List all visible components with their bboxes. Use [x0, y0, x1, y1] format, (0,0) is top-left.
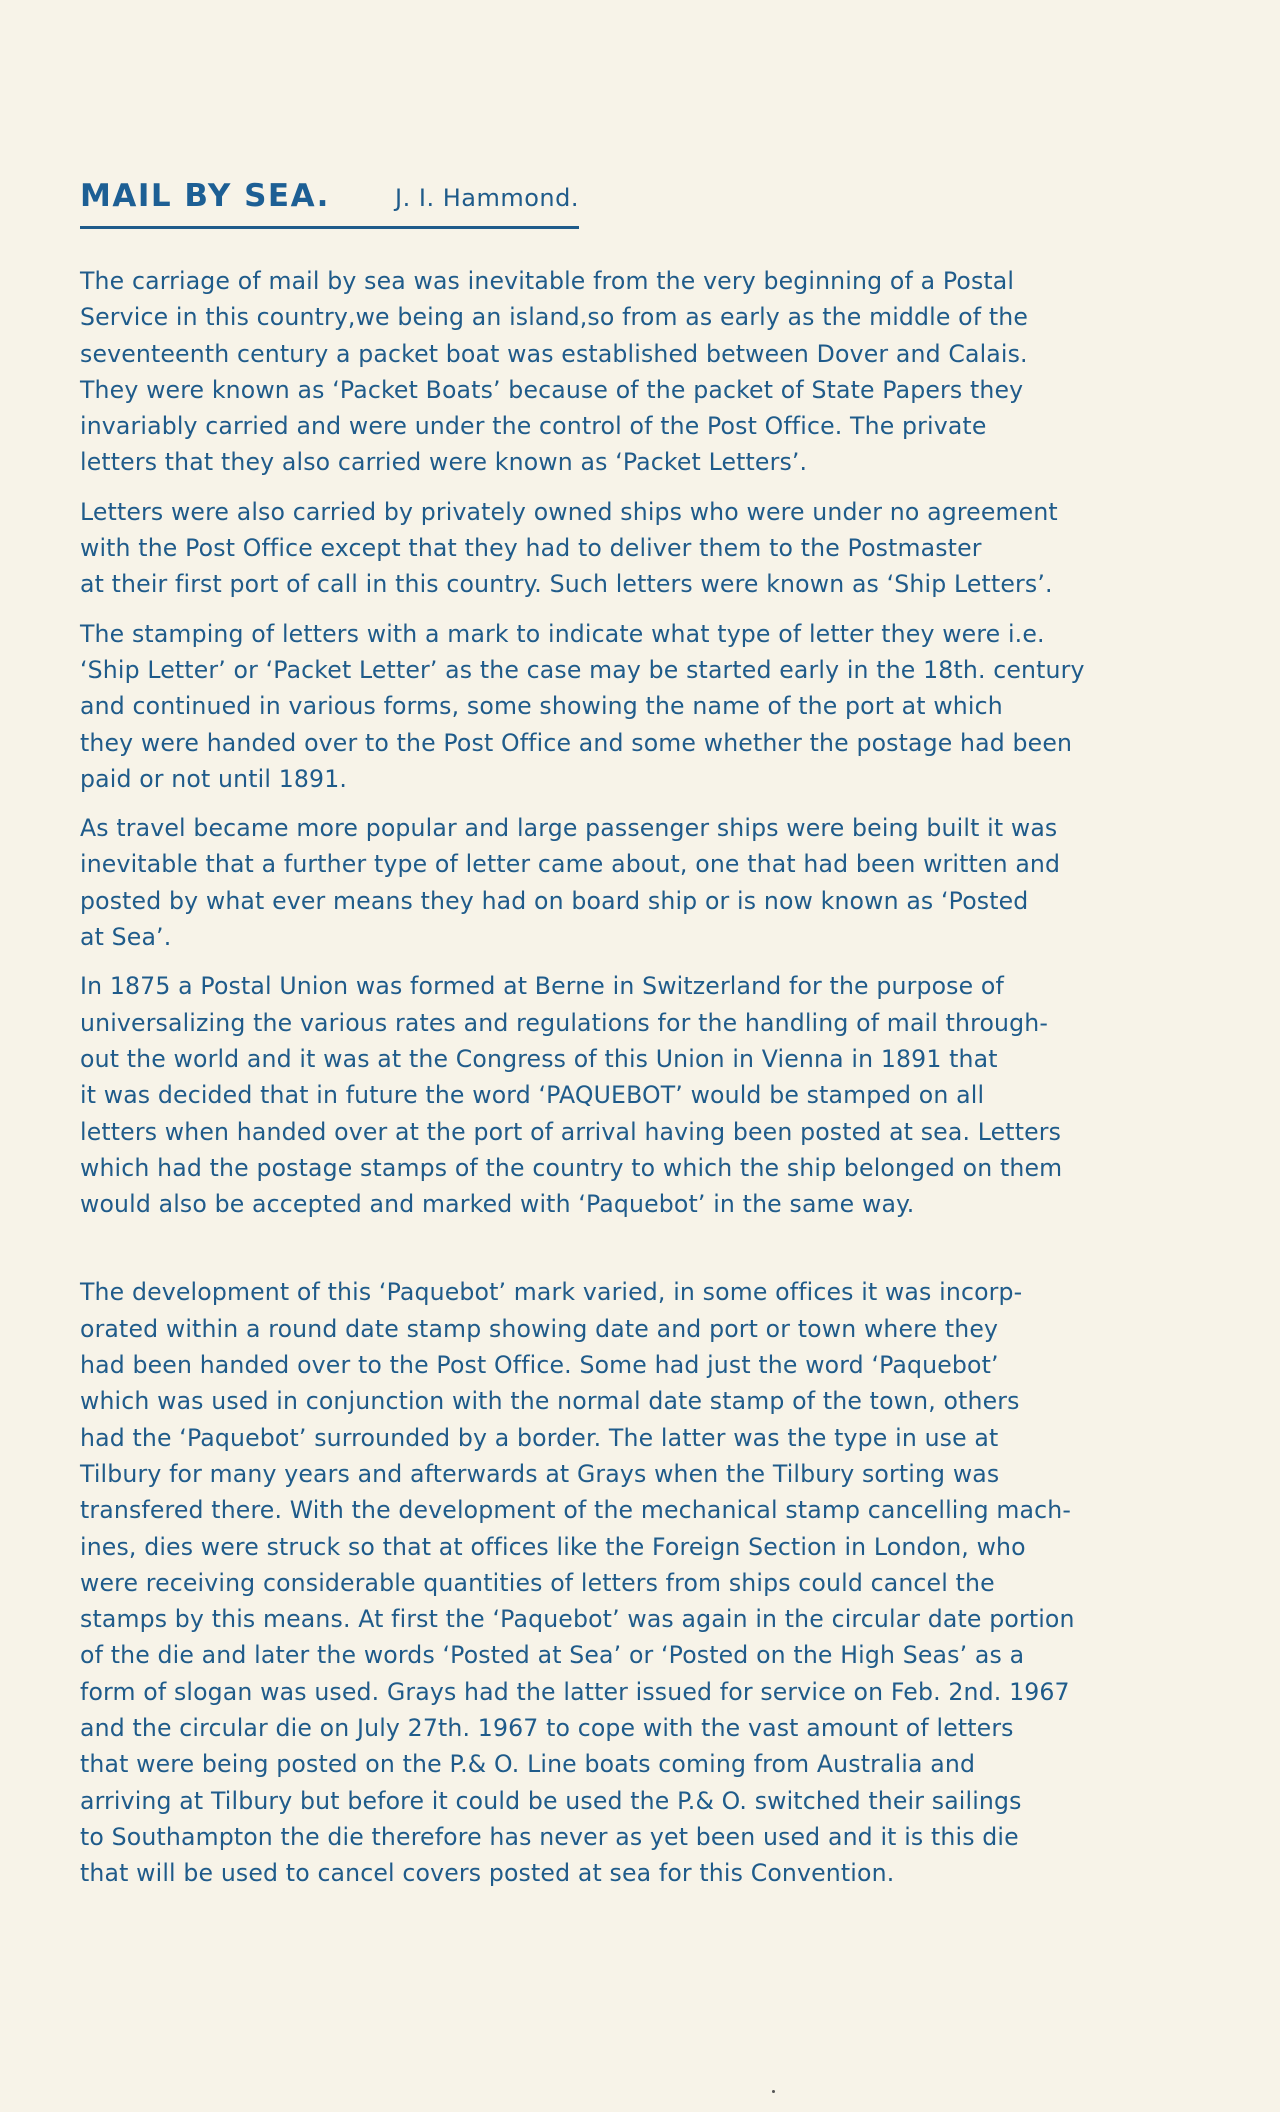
- paragraph-postal-union: In 1875 a Postal Union was formed at Berne in Switzerland for the purpose of universalizing the various rates and regulations for the handling of mail through- out the world and it was at the Congress of this Union in Vienna in 1891 that it was decided that in future the word ‘PAQUEBOT’ would be stamped on all letters when handed over at the port of arrival having been posted at sea. Letters which had the postage stamps of the country to which the ship belonged on them would also be accepted and marked with ‘Paquebot’ in the same way.: [80, 972, 1063, 1219]
- article-title: MAIL BY SEA.: [80, 178, 330, 214]
- paragraph-posted-at-sea: As travel became more popular and large passenger ships were being built it was inevitable that a further type of letter came about, one that had been written and posted by what ever means they had on board ship or is now known as ‘Posted at Sea’.: [80, 814, 1061, 952]
- paragraph-packet-boats: The carriage of mail by sea was inevitable from the very beginning of a Postal Service in this country,we being an island,so from as early as the middle of the seventeenth century a packet boat was established between Dover and Calais. They were known as ‘Packet Boats’ because of the packet of State Papers they invariably carried and were under the control of the Post Office. The private letters that they also carried were known as ‘Packet Letters’.: [80, 267, 1029, 477]
- paragraph-stamping: The stamping of letters with a mark to indicate what type of letter they were i.e. ‘Ship Letter’ or ‘Packet Letter’ as the case may be started early in the 18th. century and continued in various forms, some showing the name of the port at which they were handed over to the Post Office and some whether the postage had been paid or not until 1891.: [80, 619, 1085, 793]
- paragraph-ship-letters: Letters were also carried by privately owned ships who were under no agreement with the Post Office except that they had to deliver them to the Postmaster at their first port of call in this country. Such letters were known as ‘Ship Letters’.: [80, 497, 1058, 599]
- article-author: J. I. Hammond.: [395, 184, 579, 212]
- paragraph-paquebot-development: The development of this ‘Paquebot’ mark varied, in some offices it was incorp- orated within a round date stamp showing date and port or town where they had been handed over to the Post Office. Some had just the word ‘Paquebot’ which was used in conjunction with the normal date stamp of the town, others had the ‘Paquebot’ surrounded by a border. The latter was the type in use at Tilbury for many years and afterwards at Grays when the Tilbury sorting was transfered there. With the development of the mechanical stamp cancelling mach- ines, dies were struck so that at offices like the Foreign Section in London, who were receiving considerable quantities of letters from ships could cancel the stamps by this means. At first the ‘Paquebot’ was again in the circular date portion of the die and later the words ‘Posted at Sea’ or ‘Posted on the High Seas’ as a form of slogan was used. Grays had the latter issued for service on Feb. 2nd. 1967 and the circular die on July 27th. 1967 to cope with the vast amount of letters that were being posted on the P.& O. Line boats coming from Australia and arriving at Tilbury but before it could be used the P.& O. switched their sailings to Southampton the die therefore has never as yet been used and it is this die that will be used to cancel covers posted at sea for this Convention.: [80, 1278, 1075, 1888]
- title-block: [80, 178, 579, 229]
- paper-speck: [772, 2090, 775, 2093]
